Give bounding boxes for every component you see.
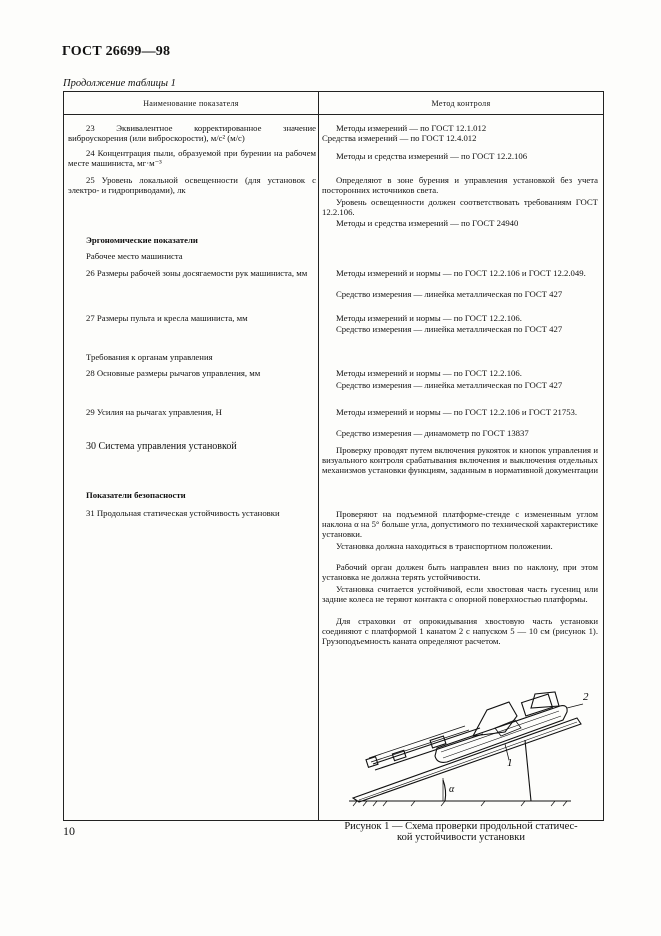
row-31-indicator: 31 Продольная статическая устойчивость установки [86,508,280,518]
drilling-boom [366,726,483,770]
row-25-indicator: 25 Уровень локальной освещенности (для установок с электро- и гидроприводами), лк [68,175,316,196]
subsection-controls: Требования к органам управления [86,352,213,362]
figure-label-1: 1 [507,757,513,769]
row-31-method-5: Для страховки от опрокидывания хвостовую часть установки соединяют с платформой 1 канатом 2 с напуском 5 — 10 см (рисунок 1). Грузоподъемность каната определяют расчетом. [322,616,598,647]
row-23-method-1: Методы измерений — по ГОСТ 12.1.012 [336,123,487,133]
row-28-indicator: 28 Основные размеры рычагов управления, мм [86,368,261,378]
row-23-method-2: Средства измерений — по ГОСТ 12.4.012 [322,133,477,143]
figure-caption-line-2: кой устойчивости установки [397,832,525,843]
indicator-column [64,115,319,821]
ground-hatching [353,801,567,806]
column-header-indicator: Наименование показателя [64,92,319,115]
section-ergonomics: Эргономические показатели [86,235,198,245]
row-26-indicator: 26 Размеры рабочей зоны досягаемости рук машиниста, мм [86,268,308,278]
stability-test-figure [345,688,593,816]
row-31-method-4: Установка считается устойчивой, если хвостовая часть гусениц или задние колеса не теряют контакта с опорной поверхностью платформы. [322,584,598,605]
row-25-method-3: Методы и средства измерений — по ГОСТ 24940 [336,218,519,228]
row-30-indicator: 30 Система управления установкой [86,441,237,452]
method-column [319,115,604,843]
row-31-method-1: Проверяют на подъемной платформе-стенде с измененным углом наклона α на 5° больше угла, допустимого по технической характеристике установки. [322,509,598,540]
row-25-method-2: Уровень освещенности должен соответствовать требованиям ГОСТ 12.2.106. [322,197,598,218]
platform-support [525,740,531,801]
specification-table [63,91,604,843]
row-28-method-1: Методы измерений и нормы — по ГОСТ 12.2.106. [336,368,522,378]
row-30-method: Проверку проводят путем включения рукояток и кнопок управления и визуального контроля срабатывания включения и выключения отдельных механизмов установки функциям, заданным в нормативной документации [322,445,598,476]
figure-label-2: 2 [583,691,589,703]
row-27-method-1: Методы измерений и нормы — по ГОСТ 12.2.106. [336,313,522,323]
row-23-indicator: 23 Эквивалентное корректированное значение виброускорения (или виброскорости), м/с² (м/с) [68,123,316,144]
row-25-method-1: Определяют в зоне бурения и управления установкой без учета посторонних источников света. [322,175,598,196]
table-continuation-label: Продолжение таблицы 1 [63,78,176,89]
figure-caption-line-1: Рисунок 1 — Схема проверки продольной статичес- [344,821,578,832]
row-26-method-2: Средство измерения — линейка металлическая по ГОСТ 427 [336,289,563,299]
row-26-method-1: Методы измерений и нормы — по ГОСТ 12.2.106 и ГОСТ 12.2.049. [336,268,586,278]
standard-number: ГОСТ 26699—98 [62,44,171,59]
row-29-indicator: 29 Усилия на рычагах управления, Н [86,407,222,417]
row-24-method: Методы и средства измерений — по ГОСТ 12.2.106 [336,151,528,161]
row-31-method-2: Установка должна находиться в транспортном положении. [336,541,553,551]
tracked-chassis [435,706,567,763]
section-safety: Показатели безопасности [86,490,186,500]
row-27-indicator: 27 Размеры пульта и кресла машиниста, мм [86,313,248,323]
angle-arc [443,780,446,801]
column-header-method: Метод контроля [319,92,604,115]
subsection-workplace: Рабочее место машиниста [86,251,183,261]
row-31-method-3: Рабочий орган должен быть направлен вниз по наклону, при этом установка не должна терять устойчивости. [322,562,598,583]
row-29-method-1: Методы измерений и нормы — по ГОСТ 12.2.106 и ГОСТ 21753. [336,407,578,417]
row-28-method-2: Средство измерения — линейка металлическая по ГОСТ 427 [336,380,563,390]
page-number: 10 [63,824,75,838]
label-2-leader [567,704,583,708]
row-27-method-2: Средство измерения — линейка металлическая по ГОСТ 427 [336,324,563,334]
row-29-method-2: Средство измерения — динамометр по ГОСТ 13837 [336,428,529,438]
angle-alpha-label: α [449,784,455,795]
row-24-indicator: 24 Концентрация пыли, образуемой при бурении на рабочем месте машиниста, мг·м⁻³ [68,148,316,169]
